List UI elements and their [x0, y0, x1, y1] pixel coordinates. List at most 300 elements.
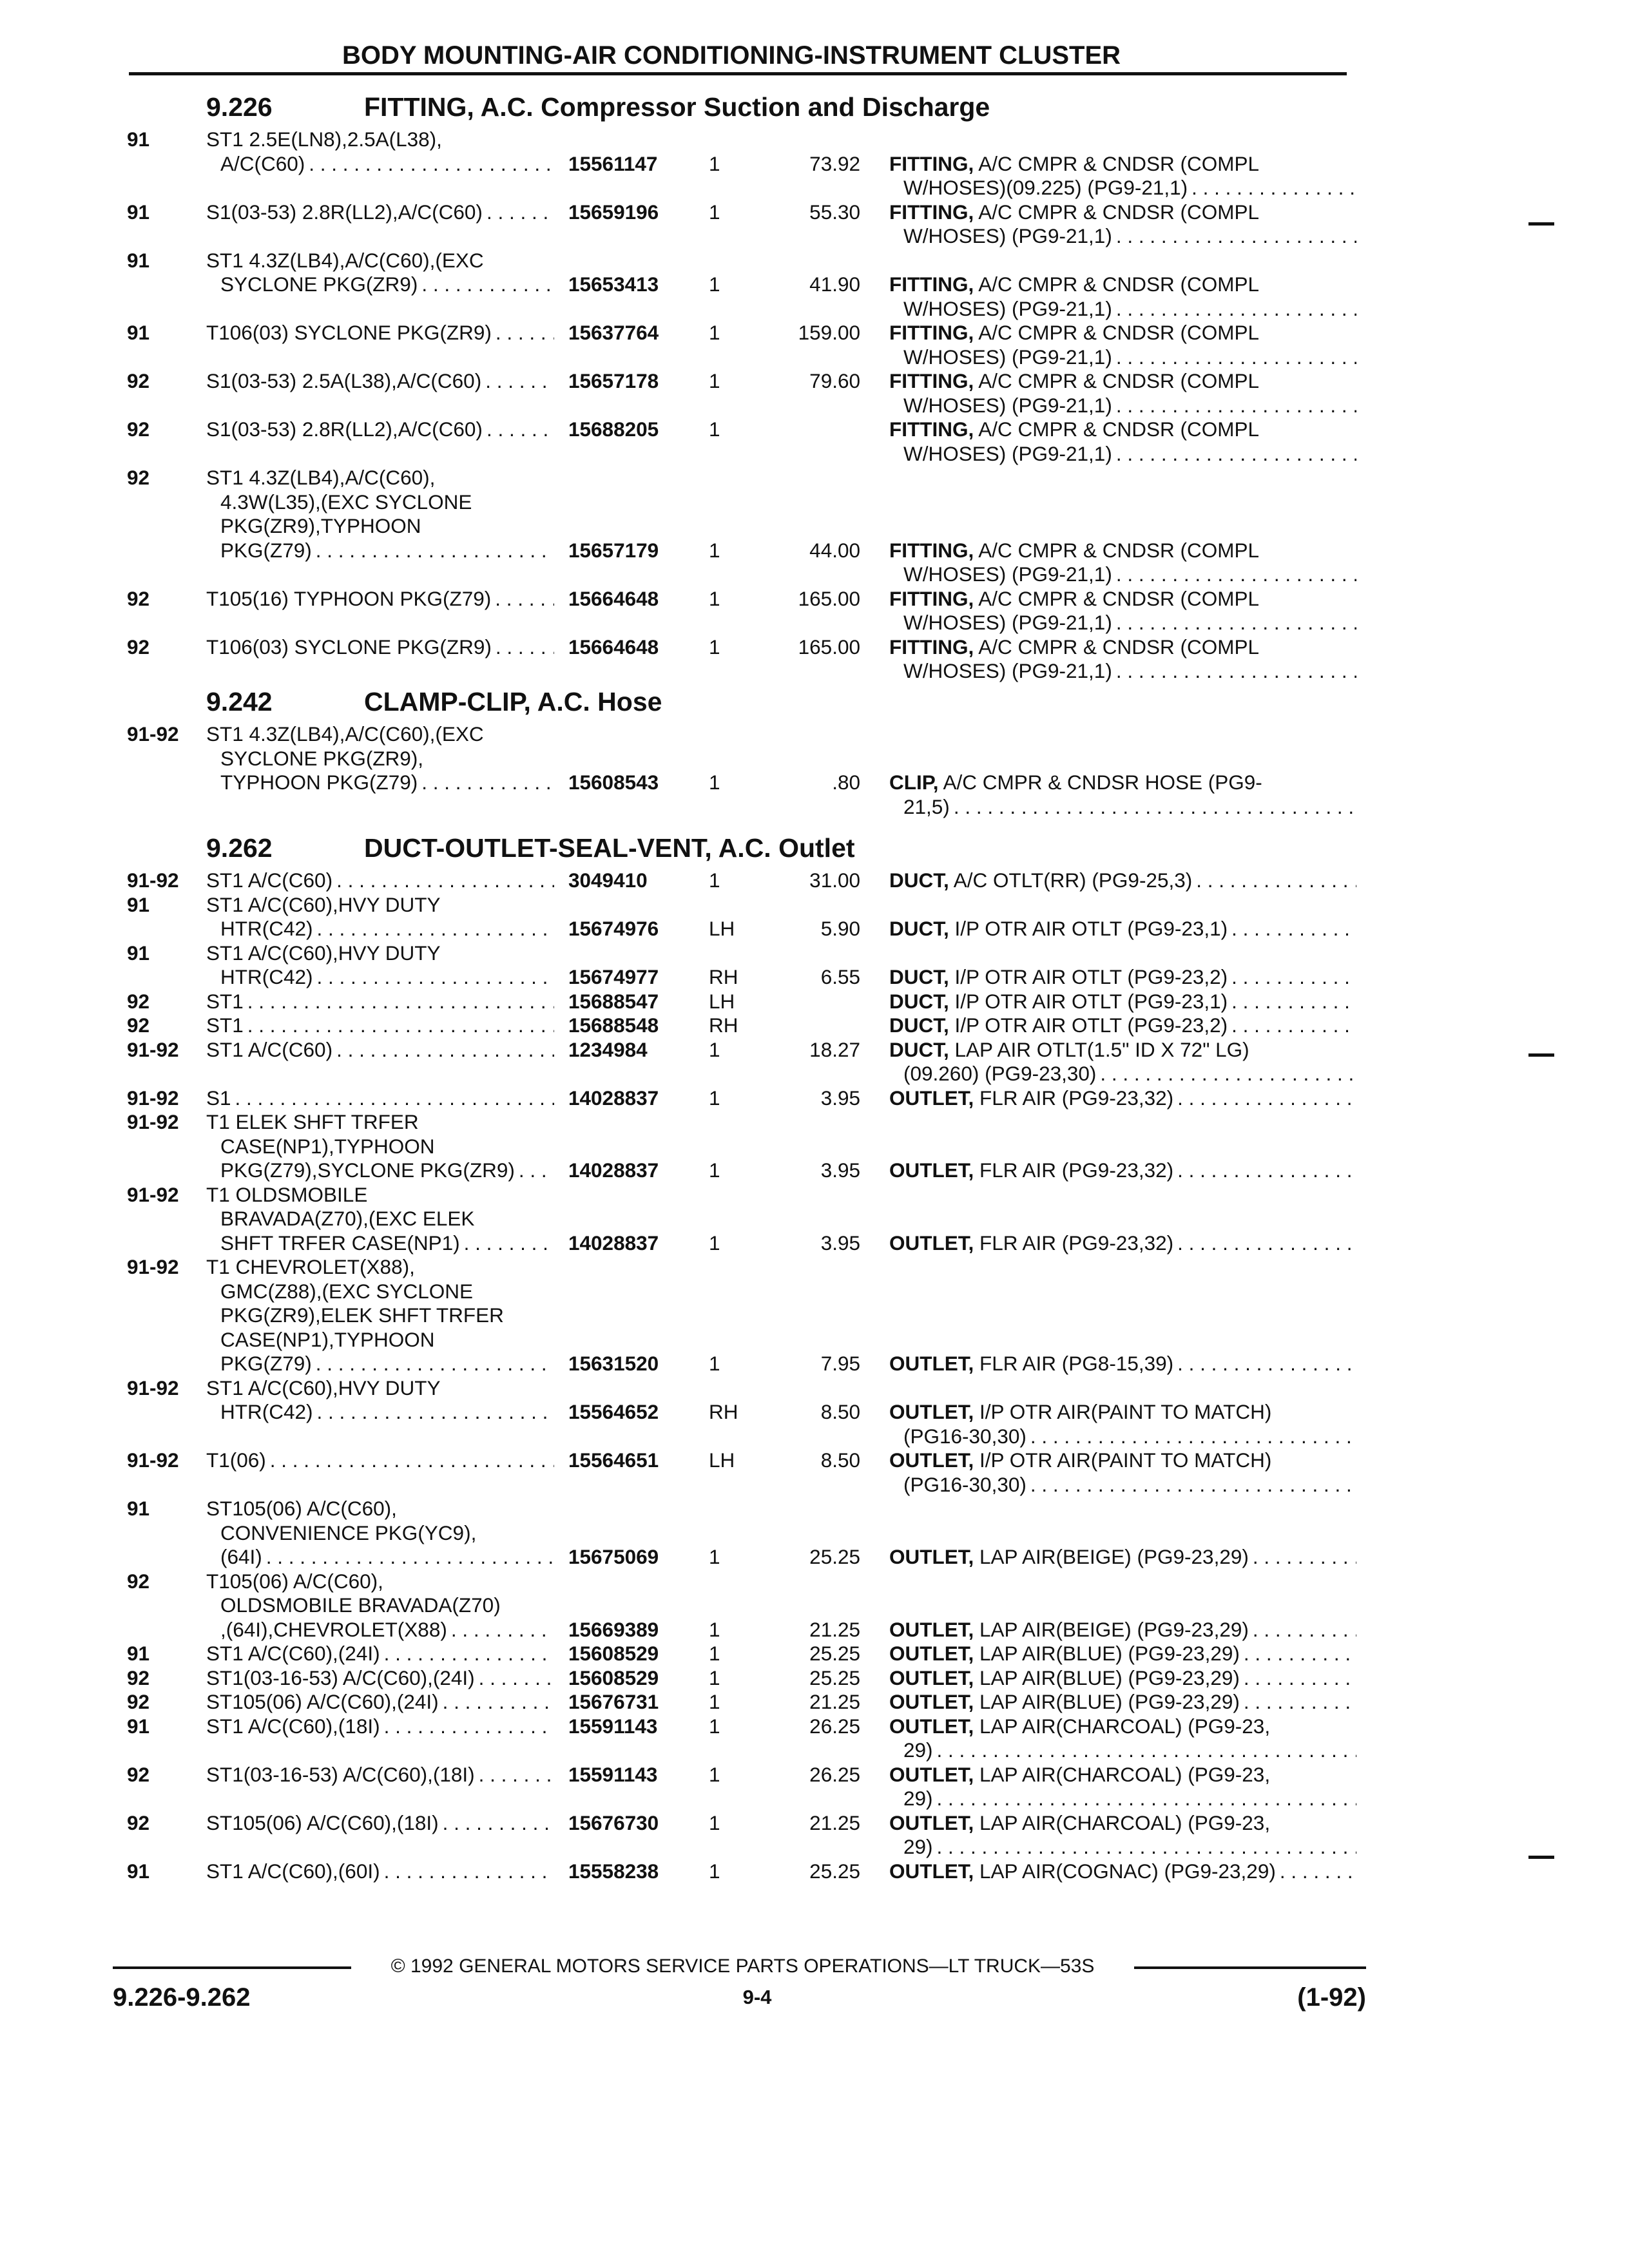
parts-row — [0, 418, 1629, 466]
section-title: FITTING, A.C. Compressor Suction and Discharge — [364, 92, 990, 122]
dot-leader — [937, 1835, 1356, 1860]
description-text: A/C CMPR & CNDSR (COMPL — [978, 369, 1260, 392]
description — [889, 369, 1356, 418]
model-year: 91 — [127, 1497, 150, 1520]
description-text: W/HOSES) (PG9-21,1) — [903, 659, 1112, 682]
application-text: SYCLONE PKG(ZR9) — [220, 273, 418, 296]
parts-row — [0, 635, 1629, 684]
application-text: T105(16) TYPHOON PKG(Z79) — [206, 586, 492, 610]
dot-leader — [1177, 1352, 1356, 1376]
application-line — [206, 1448, 554, 1473]
description-text-wrap — [889, 418, 1259, 441]
application-line — [206, 747, 554, 771]
application-line — [206, 941, 554, 966]
application-line — [206, 128, 554, 152]
description-line — [889, 1425, 1356, 1449]
part-number: 15674976 — [568, 917, 659, 940]
part-number: 15637764 — [568, 321, 659, 344]
description-line — [889, 659, 1356, 684]
footer-date: (1-92) — [1297, 1983, 1366, 2012]
parts-row — [0, 1038, 1629, 1086]
section-number: 9.226 — [206, 92, 273, 122]
dot-leader — [384, 1860, 554, 1884]
description-text: A/C CMPR & CNDSR (COMPL — [978, 538, 1260, 562]
description-keyword: OUTLET, — [889, 1811, 974, 1834]
application-line — [206, 917, 554, 941]
parts-row — [0, 1086, 1629, 1111]
description-keyword: DUCT, — [889, 989, 949, 1013]
application-line — [206, 1618, 554, 1642]
price: 165.00 — [798, 586, 860, 610]
application — [206, 635, 554, 660]
description-text-wrap — [889, 587, 1259, 610]
application-text: HTR(C42) — [220, 965, 313, 988]
description — [889, 990, 1356, 1014]
description-line — [889, 771, 1356, 795]
part-number: 15653413 — [568, 273, 659, 296]
price: 21.25 — [809, 1811, 860, 1834]
footer-rule-right — [1134, 1966, 1366, 1969]
application-text: BRAVADA(Z70),(EXC ELEK — [220, 1207, 475, 1230]
dot-leader — [247, 990, 554, 1014]
parts-row — [0, 466, 1629, 586]
description-text: W/HOSES) (PG9-21,1) — [903, 296, 1112, 320]
quantity: 1 — [709, 151, 720, 175]
footer-rule-left — [113, 1966, 351, 1969]
application-line — [206, 1303, 554, 1328]
dot-leader — [309, 152, 554, 177]
price: 5.90 — [820, 917, 860, 940]
application-line — [206, 418, 554, 442]
description-text: LAP AIR(BLUE) (PG9-23,29) — [979, 1642, 1240, 1665]
description-text-wrap — [889, 1690, 1244, 1715]
description-text: I/P OTR AIR OTLT (PG9-23,1) — [954, 989, 1228, 1013]
dot-leader — [443, 1690, 554, 1715]
quantity: 1 — [709, 1545, 720, 1568]
application-line — [206, 1666, 554, 1691]
description — [889, 1666, 1356, 1691]
description-text: W/HOSES) (PG9-21,1) — [903, 441, 1112, 465]
part-number: 15675069 — [568, 1545, 659, 1568]
model-year: 92 — [127, 1762, 150, 1786]
price: 26.25 — [809, 1762, 860, 1786]
application — [206, 1110, 554, 1183]
description-text-wrap — [889, 1400, 1271, 1423]
application-text: S1 — [206, 1086, 231, 1110]
application-line — [206, 321, 554, 345]
parts-row — [0, 369, 1629, 418]
model-year: 92 — [127, 1014, 150, 1037]
description-text: 29) — [903, 1835, 933, 1858]
description-text-wrap — [889, 1642, 1244, 1666]
model-year: 91-92 — [127, 1037, 179, 1061]
description-text: FLR AIR (PG9-23,32) — [979, 1158, 1174, 1182]
description-text-wrap — [903, 394, 1116, 418]
application — [206, 1448, 554, 1473]
description-text-wrap — [903, 659, 1116, 684]
description-text: A/C CMPR & CNDSR HOSE (PG9- — [943, 771, 1262, 794]
description — [889, 1618, 1356, 1642]
application-line — [206, 1183, 554, 1207]
description — [889, 418, 1356, 466]
description-text-wrap — [889, 1038, 1249, 1061]
application — [206, 1038, 554, 1062]
part-number: 15608543 — [568, 771, 659, 794]
application-line — [206, 369, 554, 394]
application-line — [206, 1352, 554, 1376]
quantity: 1 — [709, 1666, 720, 1689]
model-year: 91 — [127, 941, 150, 965]
description-line — [889, 1473, 1356, 1497]
dot-leader — [235, 1086, 554, 1111]
description-line — [889, 965, 1356, 990]
part-number: 15669389 — [568, 1617, 659, 1641]
description-line — [889, 1642, 1356, 1666]
parts-row — [0, 1497, 1629, 1570]
description-text-wrap — [903, 1738, 937, 1763]
application-line — [206, 1207, 554, 1231]
description-line — [889, 1763, 1356, 1787]
part-number: 15659196 — [568, 200, 659, 224]
description-text: LAP AIR(CHARCOAL) (PG9-23, — [979, 1762, 1271, 1786]
description-keyword: OUTLET, — [889, 1545, 974, 1568]
quantity: 1 — [709, 771, 720, 794]
description-keyword: OUTLET, — [889, 1400, 974, 1423]
description-text: A/C CMPR & CNDSR (COMPL — [978, 418, 1260, 441]
application — [206, 1014, 554, 1038]
description-text: W/HOSES) (PG9-21,1) — [903, 393, 1112, 417]
dot-leader — [464, 1231, 554, 1256]
application-text: SYCLONE PKG(ZR9), — [220, 746, 424, 770]
parts-row — [0, 1715, 1629, 1763]
parts-row — [0, 941, 1629, 990]
application-text: ST1 A/C(C60) — [206, 869, 333, 892]
application — [206, 722, 554, 795]
application-text: CASE(NP1),TYPHOON — [220, 1327, 435, 1351]
price: 55.30 — [809, 200, 860, 224]
application — [206, 587, 554, 611]
description-line — [889, 1086, 1356, 1111]
model-year: 91 — [127, 321, 150, 344]
dot-leader — [336, 1038, 554, 1062]
application-text: (64I) — [220, 1545, 262, 1568]
dot-leader — [1177, 1231, 1356, 1256]
description-text-wrap — [903, 611, 1116, 635]
description-keyword: DUCT, — [889, 917, 949, 940]
dot-leader — [1231, 1014, 1356, 1038]
part-number: 15688547 — [568, 989, 659, 1013]
parts-row — [0, 722, 1629, 818]
dot-leader — [384, 1642, 554, 1666]
description-text-wrap — [889, 635, 1259, 658]
quantity: RH — [709, 1400, 738, 1423]
quantity: 1 — [709, 869, 720, 892]
part-number: 3049410 — [568, 869, 648, 892]
application-text: PKG(Z79) — [220, 538, 312, 562]
description-text: A/C CMPR & CNDSR (COMPL — [978, 635, 1260, 658]
application-text: ,(64I),CHEVROLET(X88) — [220, 1617, 447, 1641]
application-text: GMC(Z88),(EXC SYCLONE — [220, 1279, 474, 1303]
description-line — [889, 562, 1356, 587]
description-line — [889, 1690, 1356, 1715]
dot-leader — [317, 917, 554, 941]
parts-row — [0, 1690, 1629, 1715]
description-text-wrap — [903, 1835, 937, 1860]
part-number: 15688548 — [568, 1014, 659, 1037]
description-text-wrap — [889, 1014, 1231, 1038]
application-text: PKG(Z79) — [220, 1352, 312, 1375]
parts-row — [0, 1860, 1629, 1884]
model-year: 91 — [127, 200, 150, 224]
description-text-wrap — [903, 1473, 1030, 1497]
application — [206, 1642, 554, 1666]
quantity: 1 — [709, 586, 720, 610]
application-text: T1 CHEVROLET(X88), — [206, 1255, 415, 1278]
dot-leader — [1191, 176, 1356, 200]
parts-row — [0, 990, 1629, 1014]
parts-row — [0, 587, 1629, 635]
description-line — [889, 1352, 1356, 1376]
model-year: 92 — [127, 989, 150, 1013]
price: 26.25 — [809, 1714, 860, 1738]
description-keyword: FITTING, — [889, 369, 974, 392]
application — [206, 200, 554, 225]
part-number: 15631520 — [568, 1352, 659, 1375]
price: 25.25 — [809, 1545, 860, 1568]
application-text: ST1 4.3Z(LB4),A/C(C60),(EXC — [206, 722, 484, 745]
section-number: 9.262 — [206, 833, 273, 863]
dot-leader — [1116, 224, 1356, 249]
application-text: ST1 A/C(C60),HVY DUTY — [206, 1376, 441, 1399]
description — [889, 1158, 1356, 1183]
parts-row — [0, 1763, 1629, 1811]
model-year: 91 — [127, 1714, 150, 1738]
application-text: 4.3W(L35),(EXC SYCLONE — [220, 490, 472, 514]
application-text: ST1 2.5E(LN8),2.5A(L38), — [206, 128, 442, 151]
dot-leader — [316, 1352, 554, 1376]
dot-leader — [270, 1448, 554, 1473]
application-line — [206, 1763, 554, 1787]
dot-leader — [1116, 297, 1356, 322]
description-text: (PG16-30,30) — [903, 1424, 1027, 1448]
quantity: RH — [709, 1014, 738, 1037]
description-text: I/P OTR AIR(PAINT TO MATCH) — [979, 1400, 1272, 1423]
description-text: I/P OTR AIR OTLT (PG9-23,2) — [954, 1014, 1228, 1037]
description-text-wrap — [903, 1787, 937, 1811]
quantity: 1 — [709, 1037, 720, 1061]
part-number: 15657178 — [568, 369, 659, 392]
description — [889, 321, 1356, 369]
description-line — [889, 1618, 1356, 1642]
price: 8.50 — [820, 1448, 860, 1472]
application-text: CONVENIENCE PKG(YC9), — [220, 1521, 477, 1544]
application-text: T105(06) A/C(C60), — [206, 1569, 383, 1593]
application-text: ST105(06) A/C(C60),(24I) — [206, 1690, 439, 1713]
part-number: 15564651 — [568, 1448, 659, 1472]
quantity: LH — [709, 1448, 735, 1472]
description-text: FLR AIR (PG9-23,32) — [979, 1231, 1174, 1254]
description-text: (PG16-30,30) — [903, 1472, 1027, 1496]
description-text-wrap — [889, 1811, 1270, 1834]
description-text: A/C OTLT(RR) (PG9-25,3) — [953, 869, 1193, 892]
dot-leader — [1177, 1086, 1356, 1111]
section-heading — [206, 685, 662, 718]
application-text: ST105(06) A/C(C60), — [206, 1497, 397, 1520]
quantity: 1 — [709, 1086, 720, 1110]
description-text: LAP AIR(BEIGE) (PG9-23,29) — [979, 1617, 1249, 1641]
application-line — [206, 771, 554, 795]
description-text-wrap — [889, 369, 1259, 392]
description-line — [889, 224, 1356, 249]
quantity: 1 — [709, 1714, 720, 1738]
part-number: 15608529 — [568, 1666, 659, 1689]
parts-row — [0, 1110, 1629, 1183]
description-text-wrap — [889, 1666, 1244, 1691]
description-line — [889, 394, 1356, 418]
description — [889, 200, 1356, 249]
application-text: ST1 — [206, 989, 244, 1013]
footer-section-range: 9.226-9.262 — [113, 1983, 251, 2012]
description-text-wrap — [903, 176, 1191, 200]
part-number: 15664648 — [568, 635, 659, 658]
application-line — [206, 635, 554, 660]
application-text: ST1 A/C(C60),(60I) — [206, 1859, 380, 1883]
dot-leader — [1116, 611, 1356, 635]
description-text-wrap — [903, 562, 1116, 587]
part-number: 15674977 — [568, 965, 659, 988]
application-text: CASE(NP1),TYPHOON — [220, 1134, 435, 1158]
description-text-wrap — [889, 1618, 1253, 1642]
description-text-wrap — [889, 965, 1231, 990]
description-line — [889, 1448, 1356, 1473]
dot-leader — [937, 1787, 1356, 1811]
application-line — [206, 514, 554, 539]
description-text-wrap — [889, 1860, 1280, 1884]
model-year: 92 — [127, 418, 150, 441]
price: .80 — [832, 771, 860, 794]
application-line — [206, 249, 554, 273]
dot-leader — [421, 273, 554, 297]
description-text: A/C CMPR & CNDSR (COMPL — [978, 273, 1260, 296]
application-text: T106(03) SYCLONE PKG(ZR9) — [206, 635, 492, 658]
description-keyword: OUTLET, — [889, 1762, 974, 1786]
dot-leader — [487, 418, 554, 442]
description — [889, 1763, 1356, 1811]
description-keyword: FITTING, — [889, 321, 974, 344]
price: 6.55 — [820, 965, 860, 988]
application-line — [206, 539, 554, 563]
application — [206, 1497, 554, 1570]
application-line — [206, 1570, 554, 1594]
dot-leader — [954, 795, 1356, 820]
application-line — [206, 1521, 554, 1546]
parts-row — [0, 1376, 1629, 1448]
description — [889, 152, 1356, 200]
price: 8.50 — [820, 1400, 860, 1423]
dot-leader — [317, 1400, 554, 1425]
quantity: 1 — [709, 1158, 720, 1182]
application-text: S1(03-53) 2.8R(LL2),A/C(C60) — [206, 418, 483, 441]
dot-leader — [316, 539, 554, 563]
model-year: 91 — [127, 248, 150, 272]
parts-row — [0, 200, 1629, 249]
price: 21.25 — [809, 1617, 860, 1641]
application-text: S1(03-53) 2.8R(LL2),A/C(C60) — [206, 200, 483, 224]
model-year: 91-92 — [127, 722, 179, 745]
description-keyword: OUTLET, — [889, 1714, 974, 1738]
dot-leader — [496, 321, 554, 345]
quantity: RH — [709, 965, 738, 988]
description-text-wrap — [889, 1715, 1270, 1738]
description-keyword: FITTING, — [889, 200, 974, 224]
description-keyword: OUTLET, — [889, 1352, 974, 1375]
application-line — [206, 1255, 554, 1280]
footer-page-number: 9-4 — [742, 1986, 772, 2008]
description-line — [889, 273, 1356, 297]
application-text: HTR(C42) — [220, 1400, 313, 1423]
parts-row — [0, 1570, 1629, 1642]
model-year: 91-92 — [127, 1376, 179, 1399]
price: 79.60 — [809, 369, 860, 392]
parts-row — [0, 1642, 1629, 1666]
application — [206, 369, 554, 394]
application-line — [206, 1328, 554, 1352]
description-text: LAP AIR OTLT(1.5" ID X 72" LG) — [954, 1037, 1249, 1061]
model-year: 91 — [127, 128, 150, 151]
description — [889, 1448, 1356, 1497]
price: 3.95 — [820, 1158, 860, 1182]
dot-leader — [1244, 1642, 1356, 1666]
dot-leader — [1253, 1545, 1356, 1570]
dot-leader — [1177, 1158, 1356, 1183]
description-text-wrap — [889, 200, 1259, 224]
parts-row — [0, 1255, 1629, 1376]
dot-leader — [496, 635, 554, 660]
description-text-wrap — [889, 1545, 1253, 1570]
application — [206, 1811, 554, 1836]
price: 25.25 — [809, 1859, 860, 1883]
description-text-wrap — [889, 771, 1262, 794]
description-keyword: FITTING, — [889, 151, 974, 175]
parts-row — [0, 1666, 1629, 1691]
description — [889, 1352, 1356, 1376]
part-number: 14028837 — [568, 1158, 659, 1182]
description-line — [889, 1038, 1356, 1062]
description-keyword: OUTLET, — [889, 1642, 974, 1665]
price: 41.90 — [809, 273, 860, 296]
model-year: 91-92 — [127, 869, 179, 892]
quantity: LH — [709, 989, 735, 1013]
model-year: 92 — [127, 1569, 150, 1593]
application-line — [206, 273, 554, 297]
description-text: A/C CMPR & CNDSR (COMPL — [978, 151, 1260, 175]
description-line — [889, 539, 1356, 563]
description-line — [889, 1787, 1356, 1811]
application-line — [206, 1086, 554, 1111]
application-text: T106(03) SYCLONE PKG(ZR9) — [206, 321, 492, 344]
model-year: 91 — [127, 892, 150, 916]
description-line — [889, 1738, 1356, 1763]
dot-leader — [487, 200, 554, 225]
application-line — [206, 1715, 554, 1739]
application-line — [206, 490, 554, 515]
page-title: BODY MOUNTING-AIR CONDITIONING-INSTRUMENT CLUSTER — [342, 41, 1121, 70]
price: 3.95 — [820, 1231, 860, 1254]
description-line — [889, 611, 1356, 635]
model-year: 91-92 — [127, 1255, 179, 1278]
parts-row — [0, 1811, 1629, 1860]
description-keyword: DUCT, — [889, 869, 949, 892]
